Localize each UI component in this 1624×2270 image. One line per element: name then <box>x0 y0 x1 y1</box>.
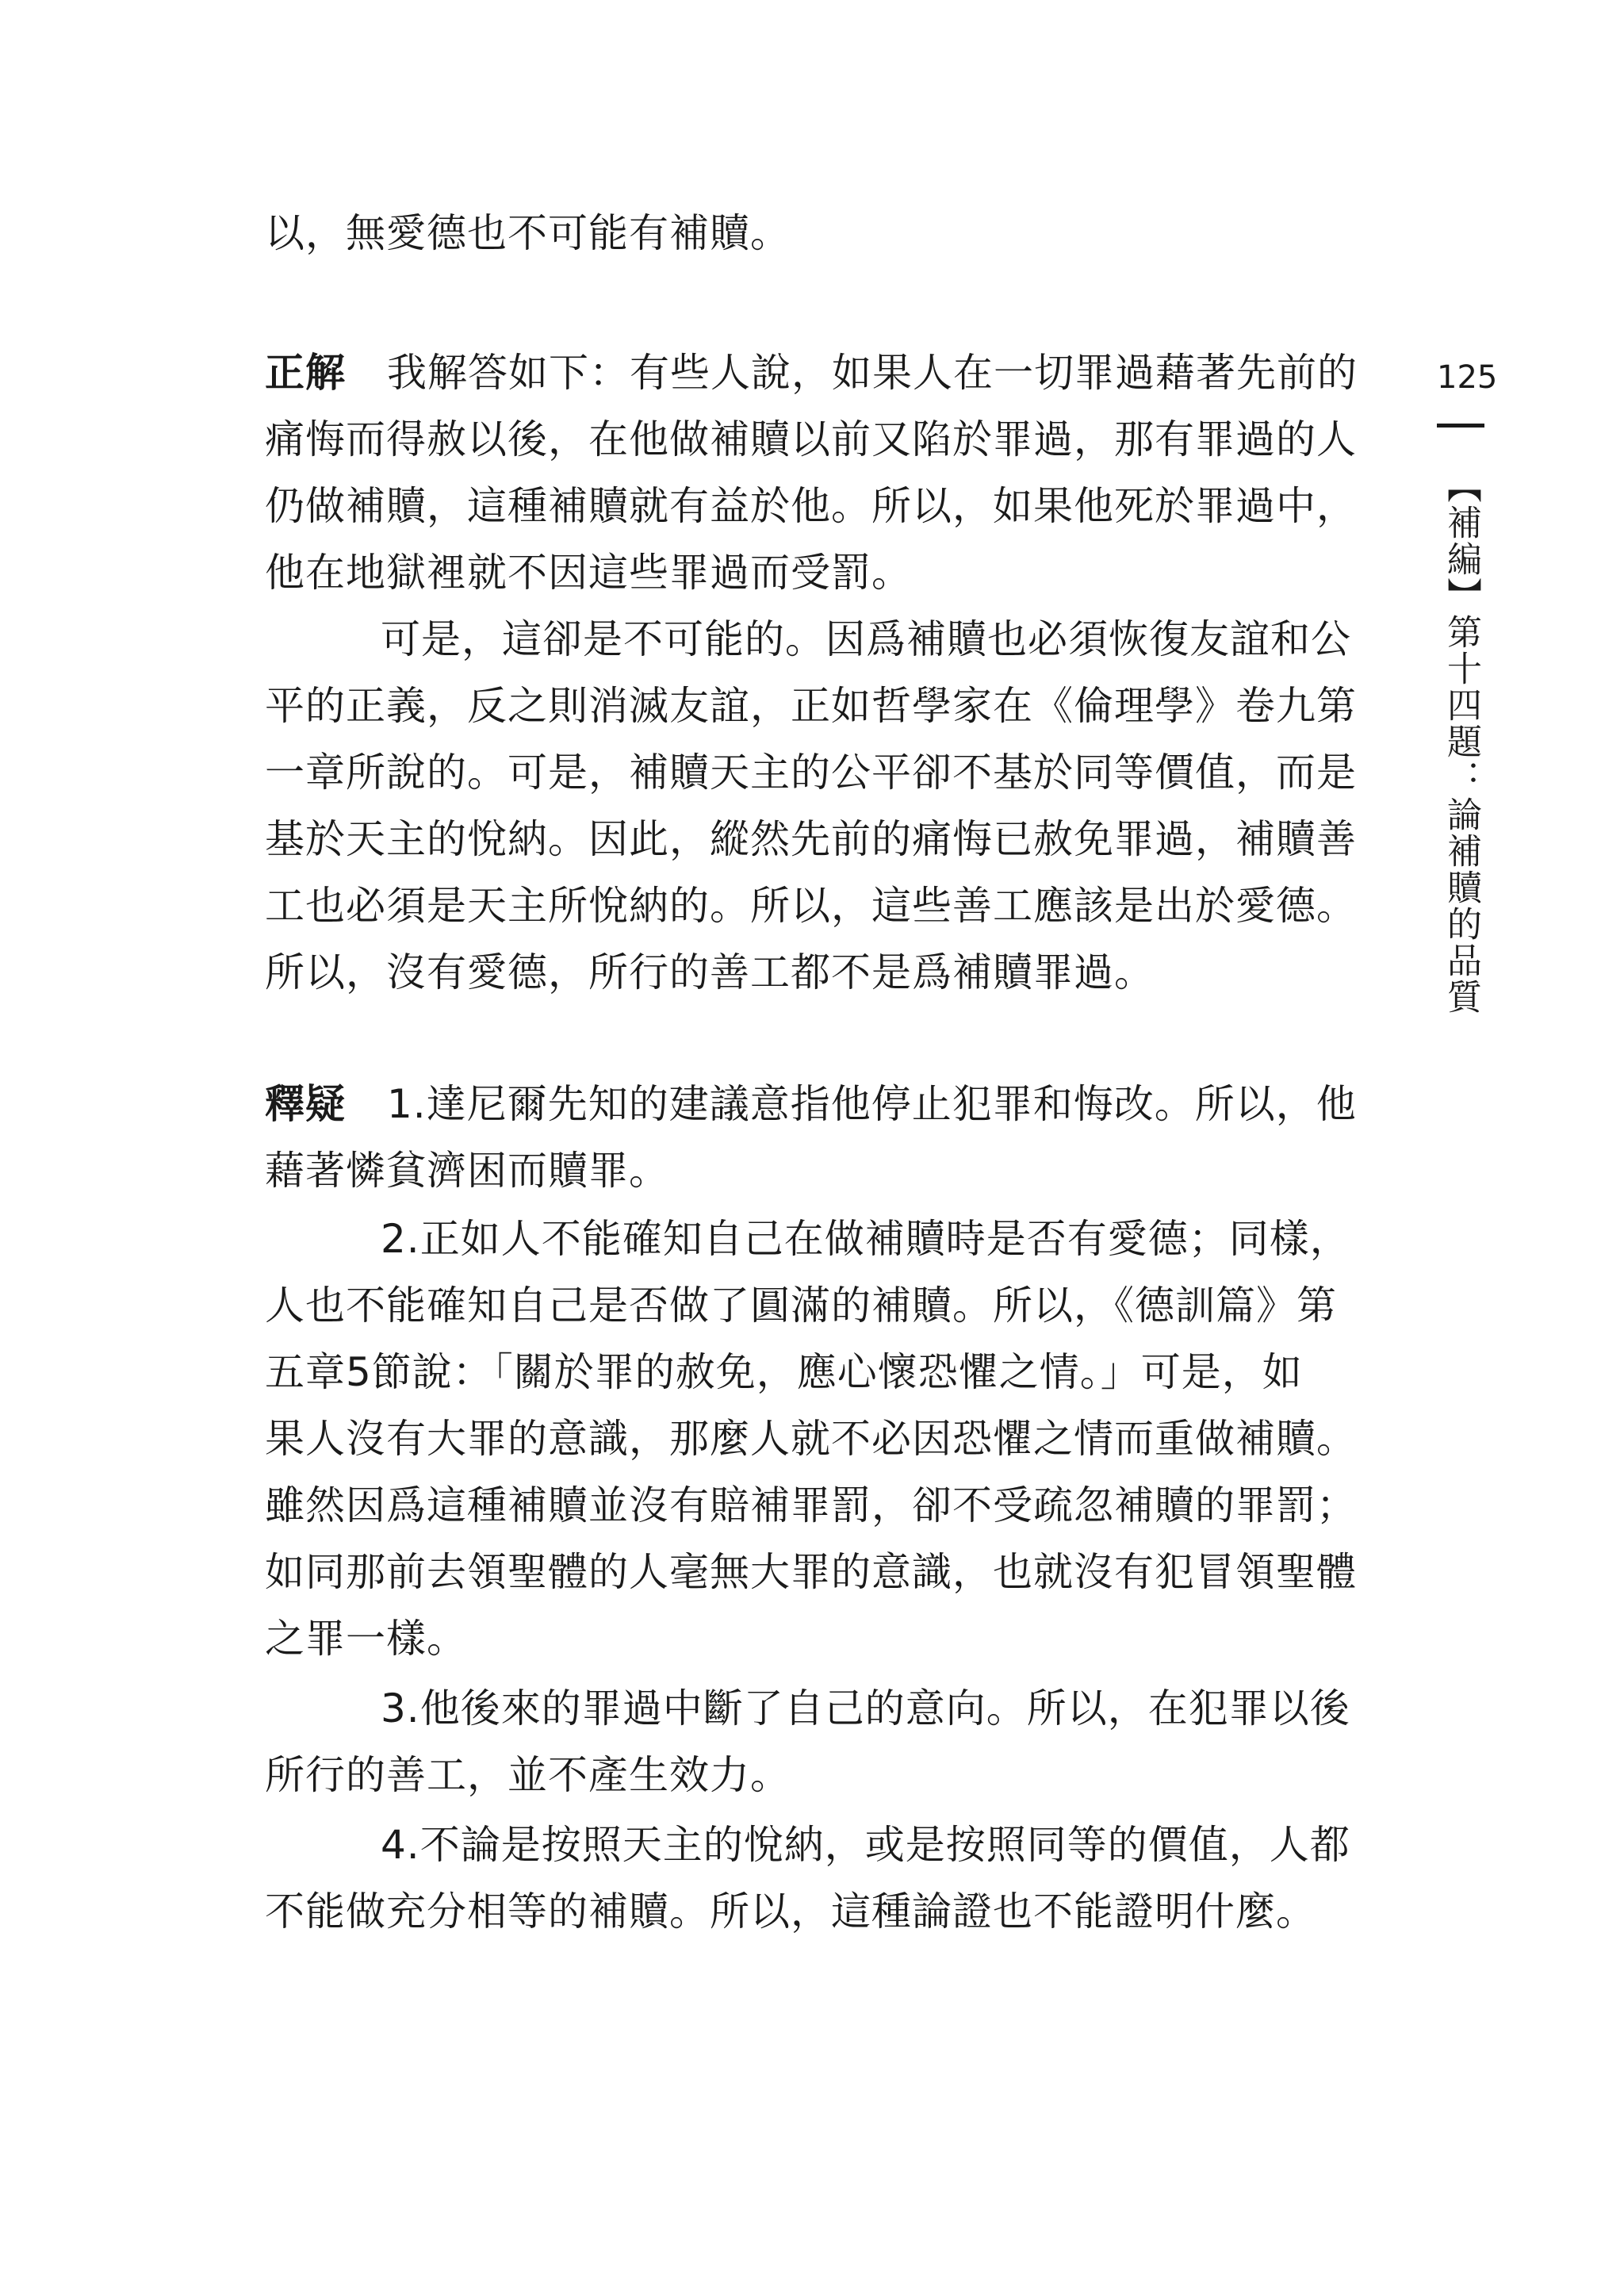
text-segment: 我解答如下：有些人說，如果人在一切罪過藉著先前的 <box>387 350 1358 396</box>
header-rule <box>1437 424 1484 428</box>
text-line: 一章所說的。可是，補贖天主的公平卻不基於同等價值，而是 <box>265 750 1357 796</box>
text-line: 藉著憐貧濟困而贖罪。 <box>265 1148 669 1194</box>
text-line: 工也必須是天主所悅納的。所以，這些善工應該是出於愛德。 <box>265 883 1357 929</box>
text-line: 2.正如人不能確知自己在做補贖時是否有愛德；同樣， <box>381 1216 1350 1262</box>
text-line: 可是，這卻是不可能的。因爲補贖也必須恢復友誼和公 <box>381 616 1351 662</box>
running-head: 【補編】第十四題：論補贖的品質 <box>1441 468 1481 1015</box>
text-line: 如同那前去領聖體的人毫無大罪的意識，也就沒有犯冒領聖體 <box>265 1549 1357 1595</box>
page-number: 125 <box>1437 359 1498 396</box>
text-line: 平的正義，反之則消滅友誼，正如哲學家在《倫理學》卷九第 <box>265 683 1357 729</box>
text-line: 果人沒有大罪的意識，那麼人就不必因恐懼之情而重做補贖。 <box>265 1416 1357 1462</box>
text-line: 人也不能確知自己是否做了圓滿的補贖。所以，《德訓篇》第 <box>265 1283 1337 1329</box>
text-line: 3.他後來的罪過中斷了自己的意向。所以，在犯罪以後 <box>381 1685 1350 1731</box>
section-label-answer: 正解 <box>265 350 346 396</box>
text-line: 所行的善工，並不產生效力。 <box>265 1752 791 1798</box>
section-label-replies: 釋疑 <box>265 1081 346 1127</box>
text-line: 以，無愛德也不可能有補贖。 <box>265 210 791 256</box>
text-line <box>265 1079 1391 1129</box>
text-line: 4.不論是按照天主的悅納，或是按照同等的價值，人都 <box>381 1822 1350 1868</box>
text-line: 所以，沒有愛德，所行的善工都不是爲補贖罪過。 <box>265 949 1155 995</box>
text-line: 之罪一樣。 <box>265 1616 467 1662</box>
text-line: 痛悔而得赦以後，在他做補贖以前又陷於罪過，那有罪過的人 <box>265 416 1357 462</box>
text-line: 仍做補贖，這種補贖就有益於他。所以，如果他死於罪過中， <box>265 483 1357 529</box>
text-line: 雖然因爲這種補贖並沒有賠補罪罰，卻不受疏忽補贖的罪罰； <box>265 1482 1357 1528</box>
text-line <box>265 347 1391 398</box>
text-segment: 1.達尼爾先知的建議意指他停止犯罪和悔改。所以，他 <box>387 1081 1357 1127</box>
text-line: 他在地獄裡就不因這些罪過而受罰。 <box>265 550 912 596</box>
text-line: 基於天主的悅納。因此，縱然先前的痛悔已赦免罪過，補贖善 <box>265 816 1357 862</box>
text-line: 不能做充分相等的補贖。所以，這種論證也不能證明什麼。 <box>265 1888 1316 1934</box>
text-line: 五章5節說：「關於罪的赦免，應心懷恐懼之情。」可是，如 <box>265 1349 1303 1395</box>
